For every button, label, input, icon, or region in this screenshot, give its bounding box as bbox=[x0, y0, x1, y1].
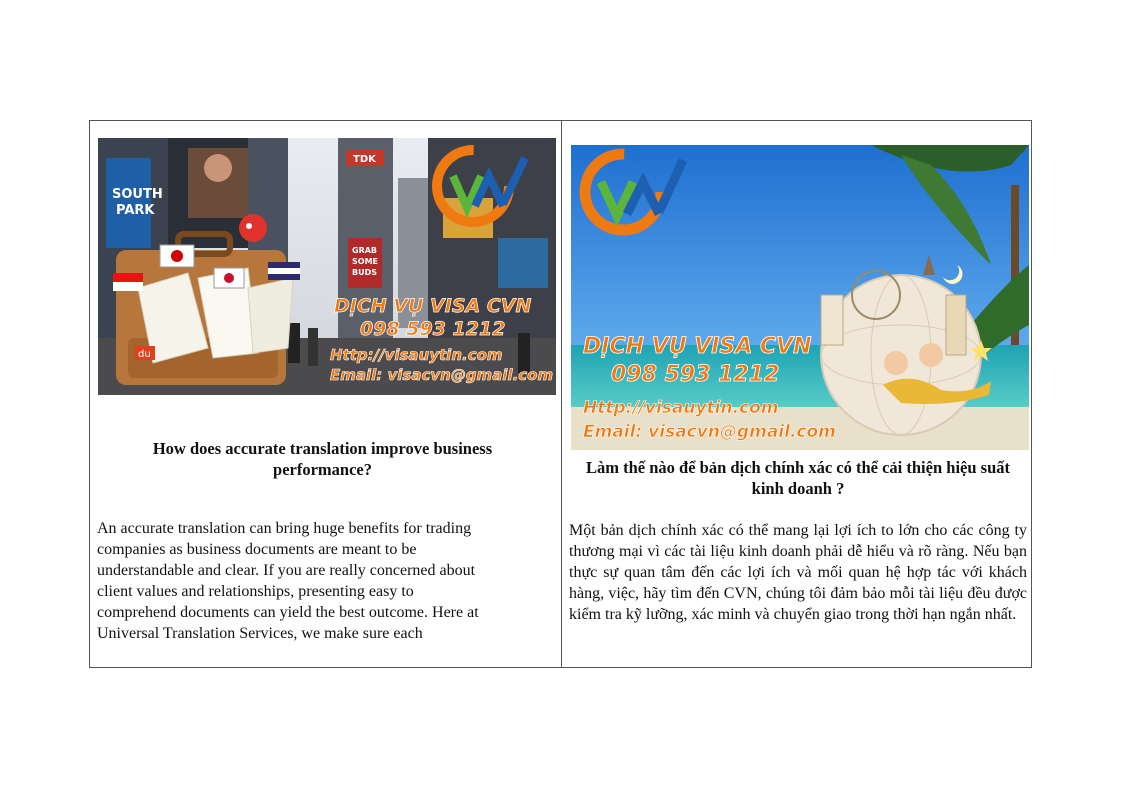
table-cell-english bbox=[90, 121, 561, 667]
paragraph-line: Universal Translation Services, we make sure each bbox=[97, 625, 423, 642]
svg-text:DỊCH VỤ VISA CVN: DỊCH VỤ VISA CVN bbox=[334, 295, 532, 317]
document-table bbox=[89, 120, 1032, 668]
svg-text:DỊCH VỤ VISA CVN: DỊCH VỤ VISA CVN bbox=[583, 334, 812, 359]
svg-text:098 593 1212: 098 593 1212 bbox=[611, 362, 780, 387]
beach-travel-image bbox=[571, 145, 1029, 450]
svg-text:SOUTH: SOUTH bbox=[112, 187, 163, 202]
mascot bbox=[239, 214, 267, 242]
svg-text:BUDS: BUDS bbox=[352, 268, 377, 277]
svg-text:Email: visacvn@gmail.com: Email: visacvn@gmail.com bbox=[330, 366, 554, 384]
kid-figure bbox=[919, 343, 943, 367]
english-heading: How does accurate translation improve business performance? bbox=[152, 439, 493, 479]
svg-text:PARK: PARK bbox=[116, 203, 155, 218]
svg-text:GRAB: GRAB bbox=[352, 246, 378, 255]
landmark-tower bbox=[946, 295, 966, 355]
vietnamese-heading: Làm thế nào để bản dịch chính xác có thể cải thiện hiệu suất kinh doanh ? bbox=[585, 458, 1010, 498]
vietnamese-paragraph: Một bản dịch chính xác có thể mang lại lợi ích to lớn cho các công ty thương mại vì các tài liệu kinh doanh phải dễ hiểu và rõ ràng. Nếu bạn thực sự quan tâm đến các lợi ích và mối quan hệ hợp tác với khách hàng, việc, hãy tìm đến CVN, chúng tôi đảm bảo mỗi tài liệu đều được kiểm tra kỹ lưỡng, xác minh và chuyển giao trong thời hạn ngắn nhất. bbox=[569, 522, 1027, 623]
paragraph-line: An accurate translation can bring huge benefits for trading bbox=[97, 520, 472, 537]
times-square-image bbox=[98, 138, 556, 395]
svg-text:du: du bbox=[138, 349, 151, 360]
svg-text:SOME: SOME bbox=[352, 257, 378, 266]
table-cell-vietnamese bbox=[562, 121, 1031, 667]
svg-text:Http://visauytin.com: Http://visauytin.com bbox=[330, 346, 503, 364]
svg-text:TDK: TDK bbox=[353, 154, 376, 165]
kid-figure bbox=[884, 351, 908, 375]
paragraph-line: comprehend documents can yield the best outcome. Here at bbox=[97, 604, 479, 621]
svg-text:Http://visauytin.com: Http://visauytin.com bbox=[583, 398, 779, 418]
paragraph-line: client values and relationships, presenting easy to bbox=[97, 583, 414, 600]
paragraph-line: understandable and clear. If you are really concerned about bbox=[97, 562, 476, 579]
english-paragraph bbox=[97, 518, 559, 644]
svg-text:Email: visacvn@gmail.com: Email: visacvn@gmail.com bbox=[583, 422, 836, 442]
paragraph-line: companies as business documents are meant to be bbox=[97, 541, 417, 558]
landmark-building bbox=[821, 295, 843, 345]
svg-text:098 593 1212: 098 593 1212 bbox=[360, 318, 506, 340]
